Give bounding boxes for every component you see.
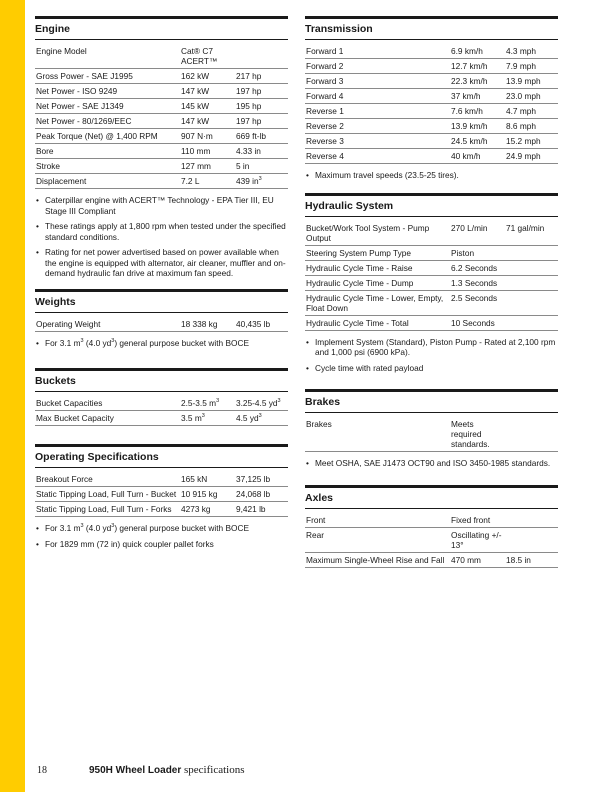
note-item: • For 1829 mm (72 in) quick coupler pallet forks [35,539,288,550]
section-title: Brakes [305,389,558,413]
yellow-side-bar [0,0,25,792]
cell-c1: Engine Model [35,44,180,69]
table-row [305,149,558,164]
cell-c3: 439 $in^3$ [235,174,288,189]
table-row [305,119,558,134]
cell-c2: 907 N·m [180,129,235,144]
cell-c3: 8.6 mph [505,119,558,134]
cell-c3 [505,275,558,290]
cell-c3: 18.5 in [505,552,558,567]
spec-table [305,417,558,452]
cell-c1: Reverse 3 [305,134,450,149]
cell-c3: 3.25-4.5 $yd^3$ [235,396,288,411]
cell-c1: Forward 2 [305,59,450,74]
spec-table [35,396,288,426]
cell-c1: Net Power - 80/1269/EEC [35,114,180,129]
cell-c1: Static Tipping Load, Full Turn - Bucket [35,487,180,502]
cell-c3: 195 hp [235,99,288,114]
table-row [305,260,558,275]
cell-c3: 5 in [235,159,288,174]
cell-c2: 127 mm [180,159,235,174]
table-row [35,44,288,69]
cell-c1: Hydraulic Cycle Time - Dump [305,275,450,290]
cell-c1: Bore [35,144,180,159]
cell-c1: Bucket/Work Tool System - Pump Output [305,221,450,246]
cell-c3: 9,421 lb [235,502,288,517]
footer-suffix: specifications [181,764,245,776]
cell-c3: 4.33 in [235,144,288,159]
cell-c2: 470 mm [450,552,505,567]
cell-c3 [505,513,558,528]
cell-c2: 4273 kg [180,502,235,517]
cell-c1: Net Power - ISO 9249 [35,84,180,99]
cell-c1: Operating Weight [35,317,180,332]
note-item: • For 3.1 $m^3$ (4.0 $yd^3$) general purpose bucket with BOCE [35,338,288,349]
cell-c1: Reverse 4 [305,149,450,164]
table-row [35,317,288,332]
section-operating-specifications [35,444,288,549]
cell-c2: 7.2 L [180,174,235,189]
footer-model: 950H Wheel Loader [89,765,182,776]
cell-c2: Meets required standards. [450,417,505,452]
cell-c1: Stroke [35,159,180,174]
table-row [305,315,558,330]
cell-c1: Breakout Force [35,472,180,487]
cell-c3: 37,125 lb [235,472,288,487]
cell-c2: 6.2 Seconds [450,260,505,275]
table-row [305,59,558,74]
note-list [305,458,558,469]
cell-c2: 6.9 km/h [450,44,505,59]
cell-c3: 13.9 mph [505,74,558,89]
cell-c3: 24,068 lb [235,487,288,502]
cell-c3: 7.9 mph [505,59,558,74]
table-row [35,472,288,487]
left-column [35,16,288,554]
note-item: • Caterpillar engine with ACERT™ Technology - EPA Tier III, EU Stage III Compliant [35,195,288,216]
table-row [305,290,558,315]
section-axles [305,485,558,568]
cell-c3: 197 hp [235,114,288,129]
section-title: Weights [35,289,288,313]
note-item: • Meet OSHA, SAE J1473 OCT90 and ISO 3450-1985 standards. [305,458,558,469]
table-row [35,144,288,159]
table-row [35,396,288,411]
cell-c3: 197 hp [235,84,288,99]
section-title: Buckets [35,368,288,392]
cell-c2: Cat® C7 ACERT™ [180,44,235,69]
cell-c3: 71 gal/min [505,221,558,246]
cell-c1: Reverse 2 [305,119,450,134]
table-row [305,134,558,149]
cell-c3: 15.2 mph [505,134,558,149]
cell-c1: Net Power - SAE J1349 [35,99,180,114]
spec-table [35,317,288,332]
cell-c3: 4.3 mph [505,44,558,59]
cell-c2: 7.6 km/h [450,104,505,119]
section-title: Axles [305,485,558,509]
cell-c2: 165 kN [180,472,235,487]
note-list [305,170,558,181]
cell-c2: 24.5 km/h [450,134,505,149]
table-row [35,502,288,517]
cell-c1: Static Tipping Load, Full Turn - Forks [35,502,180,517]
cell-c3 [505,315,558,330]
section-brakes [305,389,558,469]
cell-c3 [235,44,288,69]
cell-c3: 23.0 mph [505,89,558,104]
section-title: Engine [35,16,288,40]
cell-c1: Peak Torque (Net) @ 1,400 RPM [35,129,180,144]
section-hydraulic-system [305,193,558,374]
cell-c1: Bucket Capacities [35,396,180,411]
table-row [35,114,288,129]
cell-c2: 145 kW [180,99,235,114]
note-item: • Cycle time with rated payload [305,363,558,374]
cell-c2: 22.3 km/h [450,74,505,89]
table-row [35,69,288,84]
right-column [305,16,558,568]
cell-c3 [505,260,558,275]
cell-c1: Gross Power - SAE J1995 [35,69,180,84]
cell-c3 [505,417,558,452]
cell-c1: Maximum Single-Wheel Rise and Fall [305,552,450,567]
cell-c2: 10 Seconds [450,315,505,330]
cell-c2: 3.5 $m^3$ [180,411,235,426]
cell-c3: 40,435 lb [235,317,288,332]
table-row [35,159,288,174]
spec-table [305,221,558,331]
cell-c2: Piston [450,245,505,260]
section-transmission [305,16,558,181]
table-row [305,417,558,452]
table-row [35,411,288,426]
table-row [35,174,288,189]
cell-c2: 10 915 kg [180,487,235,502]
note-item: • Implement System (Standard), Piston Pump - Rated at 2,100 rpm and 1,000 psi (6900 kPa). [305,337,558,358]
cell-c1: Brakes [305,417,450,452]
table-row [305,74,558,89]
cell-c2: 162 kW [180,69,235,84]
cell-c1: Steering System Pump Type [305,245,450,260]
table-row [305,245,558,260]
cell-c3: 217 hp [235,69,288,84]
section-engine [35,16,288,279]
note-list [305,337,558,374]
table-row [305,275,558,290]
cell-c1: Hydraulic Cycle Time - Total [305,315,450,330]
table-row [305,527,558,552]
note-item: • Maximum travel speeds (23.5-25 tires). [305,170,558,181]
cell-c3 [505,245,558,260]
table-row [305,104,558,119]
note-list [35,338,288,349]
cell-c2: 2.5-3.5 $m^3$ [180,396,235,411]
spec-table [35,44,288,189]
cell-c1: Max Bucket Capacity [35,411,180,426]
cell-c2: 1.3 Seconds [450,275,505,290]
cell-c1: Displacement [35,174,180,189]
section-title: Operating Specifications [35,444,288,468]
cell-c2: Oscillating +/- 13° [450,527,505,552]
cell-c3: 4.5 $yd^3$ [235,411,288,426]
section-buckets [35,368,288,426]
note-item: • Rating for net power advertised based on power available when the engine is equipped with alternator, air cleaner, muffler and on-demand hydraulic fan drive at maximum fan speed. [35,247,288,279]
cell-c2: 18 338 kg [180,317,235,332]
cell-c2: 13.9 km/h [450,119,505,134]
table-row [305,513,558,528]
cell-c2: 110 mm [180,144,235,159]
cell-c3 [505,527,558,552]
table-row [35,84,288,99]
cell-c3: 669 ft-lb [235,129,288,144]
table-row [305,552,558,567]
page-number: 18 [37,765,47,776]
cell-c2: 147 kW [180,84,235,99]
table-row [305,89,558,104]
cell-c2: 12.7 km/h [450,59,505,74]
cell-c3 [505,290,558,315]
cell-c1: Front [305,513,450,528]
cell-c1: Hydraulic Cycle Time - Raise [305,260,450,275]
spec-table [305,44,558,164]
cell-c3: 24.9 mph [505,149,558,164]
section-title: Transmission [305,16,558,40]
table-row [305,221,558,246]
cell-c2: 2.5 Seconds [450,290,505,315]
cell-c2: 270 L/min [450,221,505,246]
cell-c2: 40 km/h [450,149,505,164]
cell-c2: Fixed front [450,513,505,528]
cell-c1: Forward 1 [305,44,450,59]
cell-c3: 4.7 mph [505,104,558,119]
cell-c1: Hydraulic Cycle Time - Lower, Empty, Float Down [305,290,450,315]
table-row [305,44,558,59]
section-weights [35,289,288,349]
table-row [35,99,288,114]
table-row [35,129,288,144]
section-title: Hydraulic System [305,193,558,217]
note-item: • For 3.1 $m^3$ (4.0 $yd^3$) general purpose bucket with BOCE [35,523,288,534]
cell-c1: Forward 3 [305,74,450,89]
cell-c2: 147 kW [180,114,235,129]
note-item: • These ratings apply at 1,800 rpm when tested under the specified standard conditions. [35,221,288,242]
note-list [35,523,288,549]
table-row [35,487,288,502]
cell-c1: Forward 4 [305,89,450,104]
cell-c2: 37 km/h [450,89,505,104]
cell-c1: Rear [305,527,450,552]
spec-table [35,472,288,517]
note-list [35,195,288,279]
cell-c1: Reverse 1 [305,104,450,119]
spec-table [305,513,558,568]
page-footer [37,764,245,776]
